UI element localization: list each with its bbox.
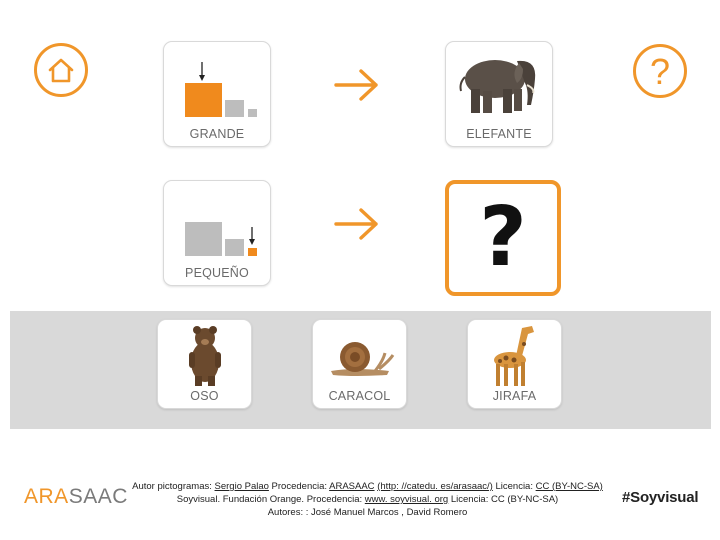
arasaac-logo: ARASAAC <box>24 485 128 508</box>
card-label: GRANDE <box>189 127 245 141</box>
card-label: CARACOL <box>328 389 391 403</box>
card-label: ELEFANTE <box>466 127 532 141</box>
result-card-elefante <box>445 41 553 147</box>
card-label: JIRAFA <box>492 389 537 403</box>
home-icon <box>46 55 76 85</box>
question-mark-icon: ? <box>649 51 671 92</box>
home-button[interactable] <box>34 43 88 97</box>
arasaac-link[interactable]: ARASAAC <box>329 481 375 492</box>
concept-card-pequeno <box>163 180 271 286</box>
size-big-illustration <box>164 42 270 127</box>
card-label: OSO <box>190 389 219 403</box>
concept-card-grande <box>163 41 271 147</box>
soyvisual-logo: #Soyvisual <box>622 489 699 506</box>
soyvisual-link[interactable]: www. soyvisual. org <box>364 494 449 505</box>
option-card-oso[interactable] <box>157 319 252 409</box>
credits-text: Autor pictogramas: Sergio Palao Procedencia: ARASAAC (http: //catedu. es/arasaac/) Licencia: CC (BY-NC-SA) Soyvisual. Fundación Orange. Procedencia: www. soyvisual. org Licencia: CC (BY-NC-SA) Autores: : José Manuel Marcos , David Romero <box>132 481 603 518</box>
elephant-icon <box>446 42 552 127</box>
option-card-jirafa[interactable] <box>467 319 562 409</box>
author-link[interactable]: Sergio Palao <box>214 481 269 492</box>
answer-drop-slot[interactable] <box>445 180 561 296</box>
arrow-right-icon <box>333 67 381 108</box>
snail-icon <box>313 320 406 389</box>
card-label: PEQUEÑO <box>185 266 249 280</box>
help-button[interactable] <box>633 44 687 98</box>
option-card-caracol[interactable] <box>312 319 407 409</box>
giraffe-icon <box>468 320 561 389</box>
arrow-right-icon <box>333 206 381 247</box>
size-small-illustration <box>164 181 270 266</box>
arasaac-url-link[interactable]: (http: //catedu. es/arasaac/) <box>377 481 493 492</box>
bear-icon <box>158 320 251 389</box>
license-link[interactable]: CC (BY-NC-SA) <box>535 481 603 492</box>
question-mark-icon: ? <box>479 190 527 285</box>
